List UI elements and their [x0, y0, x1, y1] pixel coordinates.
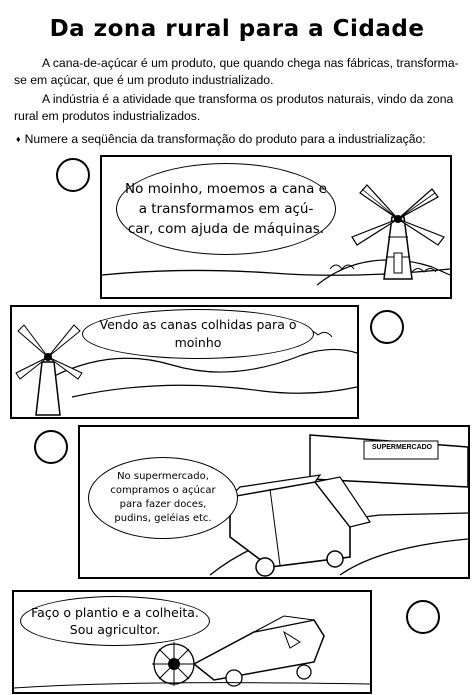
number-circle-4[interactable]	[406, 600, 440, 634]
bubble-line: para fazer doces,	[119, 499, 207, 510]
bubble-line: moinho	[174, 335, 222, 350]
instruction-text: Numere a seqüência da transformação do produto para a industrialização:	[24, 132, 426, 146]
bubble-line: No supermercado,	[117, 471, 209, 482]
page-title: Da zona rural para a Cidade	[49, 16, 425, 42]
speech-bubble-farmer	[20, 596, 210, 646]
bubble-line: Faço o plantio e a colheita.	[31, 605, 199, 620]
bubble-line: No moinho, moemos a cana e	[125, 181, 327, 197]
speech-bubble-mill	[116, 163, 336, 255]
comic-panel-supermarket	[78, 425, 470, 579]
instruction	[16, 132, 426, 146]
number-circle-2[interactable]	[370, 310, 404, 344]
bubble-line: Vendo as canas colhidas para o	[99, 317, 297, 332]
intro-paragraph-2: A indústria é a atividade que transforma os produtos naturais, vindo da zona rural em produtos industrializados.	[14, 92, 454, 123]
bubble-line: a transformamos em açú-	[138, 201, 314, 217]
supermarket-sign: SUPERMERCADO	[371, 444, 433, 451]
speech-bubble-supermarket	[88, 457, 238, 539]
comic-panel-mill	[100, 155, 452, 299]
bubble-line: compramos o açúcar	[110, 485, 216, 496]
number-circle-1[interactable]	[56, 158, 90, 192]
number-circle-3[interactable]	[34, 430, 68, 464]
bubble-line: pudins, geléias etc.	[114, 513, 212, 524]
speech-bubble-farm	[82, 309, 314, 359]
comic-panel-farmer	[12, 590, 372, 694]
bubble-line: Sou agricultor.	[69, 622, 161, 637]
comic-panel-farm	[10, 305, 359, 419]
diamond-bullet-icon: ♦	[16, 134, 21, 144]
bubble-line: car, com ajuda de máquinas.	[127, 221, 325, 237]
intro-paragraph-1: A cana-de-açúcar é um produto, que quando chega nas fábricas, transforma-se em açúcar, que é um produto industrializado.	[14, 56, 459, 87]
